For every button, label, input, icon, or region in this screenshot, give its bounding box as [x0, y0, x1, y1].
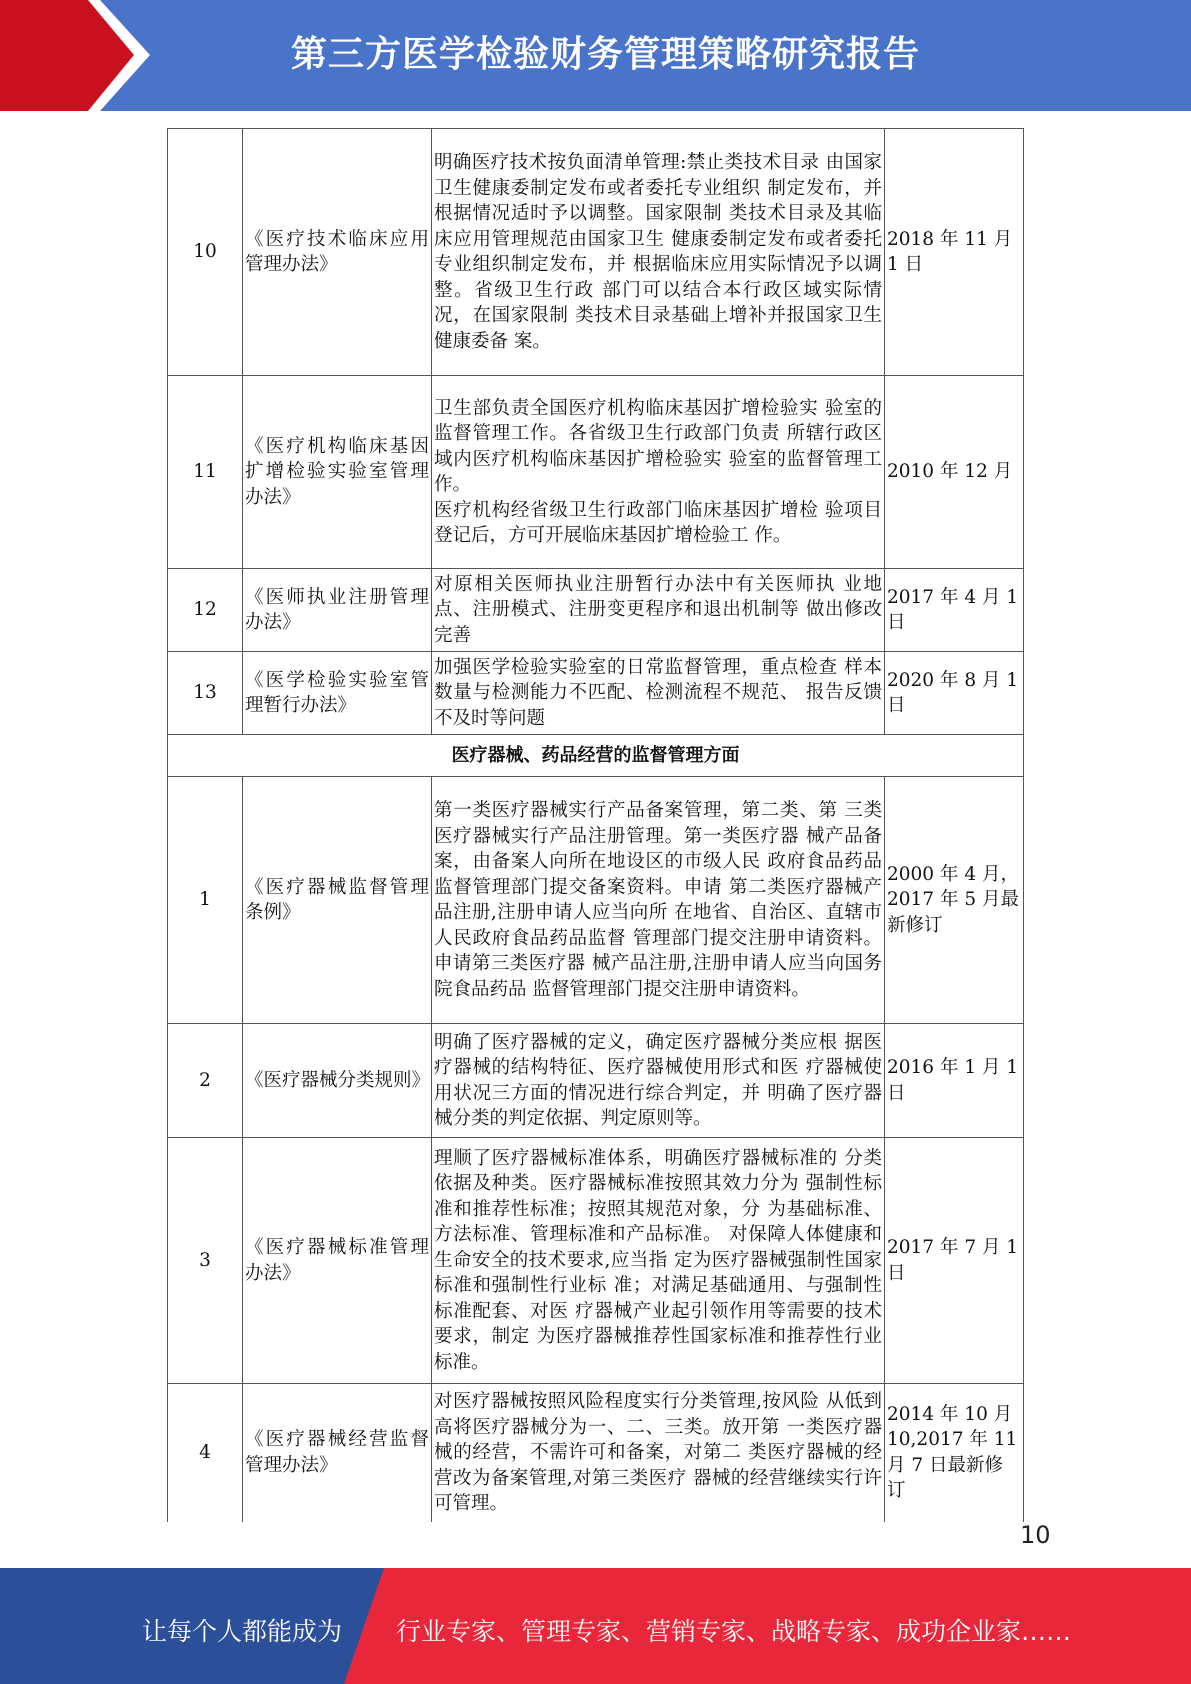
content-paragraph: 卫生部负责全国医疗机构临床基因扩增检验实 验室的监督管理工作。各省级卫生行政部门负责 所辖行政区域内医疗机构临床基因扩增检验实 验室的监督管理工作。	[434, 397, 882, 495]
regulation-name: 《医疗机构临床基因扩增检验实验室管理办法》	[243, 376, 432, 569]
page-header	[0, 0, 1191, 111]
table-row	[168, 652, 1024, 735]
regulation-name: 《医学检验实验室管理暂行办法》	[243, 652, 432, 735]
regulation-name: 《医疗技术临床应用管理办法》	[243, 129, 432, 376]
effective-date: 2017 年 7 月 1 日	[885, 1138, 1024, 1384]
row-number: 3	[168, 1138, 243, 1384]
report-title: 第三方医学检验财务管理策略研究报告	[290, 34, 920, 75]
footer-slogan-left: 让每个人都能成为	[142, 1617, 343, 1646]
section-header-row	[168, 735, 1024, 777]
row-number: 2	[168, 1024, 243, 1138]
footer-slogan-right: 行业专家、管理专家、营销专家、战略专家、成功企业家……	[396, 1617, 1072, 1646]
row-number: 12	[168, 569, 243, 652]
regulation-content: 对原相关医师执业注册暂行办法中有关医师执 业地点、注册模式、注册变更程序和退出机制等 做出修改完善	[432, 569, 885, 652]
regulation-content: 加强医学检验实验室的日常监督管理，重点检查 样本数量与检测能力不匹配、检测流程不规范、 报告反馈不及时等问题	[432, 652, 885, 735]
regulation-content: 明确医疗技术按负面清单管理:禁止类技术目录 由国家卫生健康委制定发布或者委托专业组织 制定发布，并根据情况适时予以调整。国家限制 类技术目录及其临床应用管理规范由国家卫生 健康委制定发布或者委托专业组织制定发布，并 根据临床应用实际情况予以调整。省级卫生行政 部门可以结合本行政区域实际情况，在国家限制 类技术目录基础上增补并报国家卫生健康委备 案。	[432, 129, 885, 376]
regulation-content: 理顺了医疗器械标准体系，明确医疗器械标准的 分类依据及种类。医疗器械标准按照其效力分为 强制性标准和推荐性标准；按照其规范对象，分 为基础标准、方法标准、管理标准和产品标准。 对保障人体健康和生命安全的技术要求,应当指 定为医疗器械强制性国家标准和强制性行业标 准；对满足基础通用、与强制性标准配套、对医 疗器械产业起引领作用等需要的技术要求，制定 为医疗器械推荐性国家标准和推荐性行业标准。	[432, 1138, 885, 1384]
regulation-table	[167, 128, 1024, 1522]
regulation-content	[432, 376, 885, 569]
effective-date: 2018 年 11 月 1 日	[885, 129, 1024, 376]
effective-date: 2020 年 8 月 1 日	[885, 652, 1024, 735]
table-row	[168, 1024, 1024, 1138]
regulation-name: 《医疗器械标准管理办法》	[243, 1138, 432, 1384]
section-title: 医疗器械、药品经营的监督管理方面	[168, 735, 1024, 777]
table-row	[168, 1138, 1024, 1384]
row-number: 10	[168, 129, 243, 376]
row-number: 1	[168, 777, 243, 1024]
effective-date: 2014 年 10 月 10,2017 年 11 月 7 日最新修订	[885, 1384, 1024, 1522]
effective-date: 2016 年 1 月 1 日	[885, 1024, 1024, 1138]
table-row	[168, 1384, 1024, 1522]
regulation-name: 《医疗器械监督管理条例》	[243, 777, 432, 1024]
regulation-name: 《医师执业注册管理办法》	[243, 569, 432, 652]
row-number: 4	[168, 1384, 243, 1522]
table-row	[168, 376, 1024, 569]
row-number: 13	[168, 652, 243, 735]
page-footer	[0, 1568, 1191, 1684]
regulation-content: 明确了医疗器械的定义，确定医疗器械分类应根 据医疗器械的结构特征、医疗器械使用形式和医 疗器械使用状况三方面的情况进行综合判定，并 明确了医疗器械分类的判定依据、判定原则等。	[432, 1024, 885, 1138]
row-number: 11	[168, 376, 243, 569]
regulation-name: 《医疗器械分类规则》	[243, 1024, 432, 1138]
effective-date: 2017 年 4 月 1 日	[885, 569, 1024, 652]
table-row	[168, 569, 1024, 652]
regulation-content: 对医疗器械按照风险程度实行分类管理,按风险 从低到高将医疗器械分为一、二、三类。放开第 一类医疗器械的经营，不需许可和备案，对第二 类医疗器械的经营改为备案管理,对第三类医疗 器械的经营继续实行许可管理。	[432, 1384, 885, 1522]
regulation-content: 第一类医疗器械实行产品备案管理，第二类、第 三类医疗器械实行产品注册管理。第一类医疗器 械产品备案，由备案人向所在地设区的市级人民 政府食品药品监督管理部门提交备案资料。申请 第二类医疗器械产品注册,注册申请人应当向所 在地省、自治区、直辖市人民政府食品药品监督 管理部门提交注册申请资料。申请第三类医疗器 械产品注册,注册申请人应当向国务院食品药品 监督管理部门提交注册申请资料。	[432, 777, 885, 1024]
regulation-name: 《医疗器械经营监督管理办法》	[243, 1384, 432, 1522]
effective-date: 2010 年 12 月	[885, 376, 1024, 569]
page-number: 10	[1020, 1521, 1051, 1549]
effective-date: 2000 年 4 月，2017 年 5 月最新修订	[885, 777, 1024, 1024]
content-paragraph: 医疗机构经省级卫生行政部门临床基因扩增检 验项目登记后，方可开展临床基因扩增检验工 作。	[434, 499, 882, 546]
table-row	[168, 129, 1024, 376]
table-row	[168, 777, 1024, 1024]
